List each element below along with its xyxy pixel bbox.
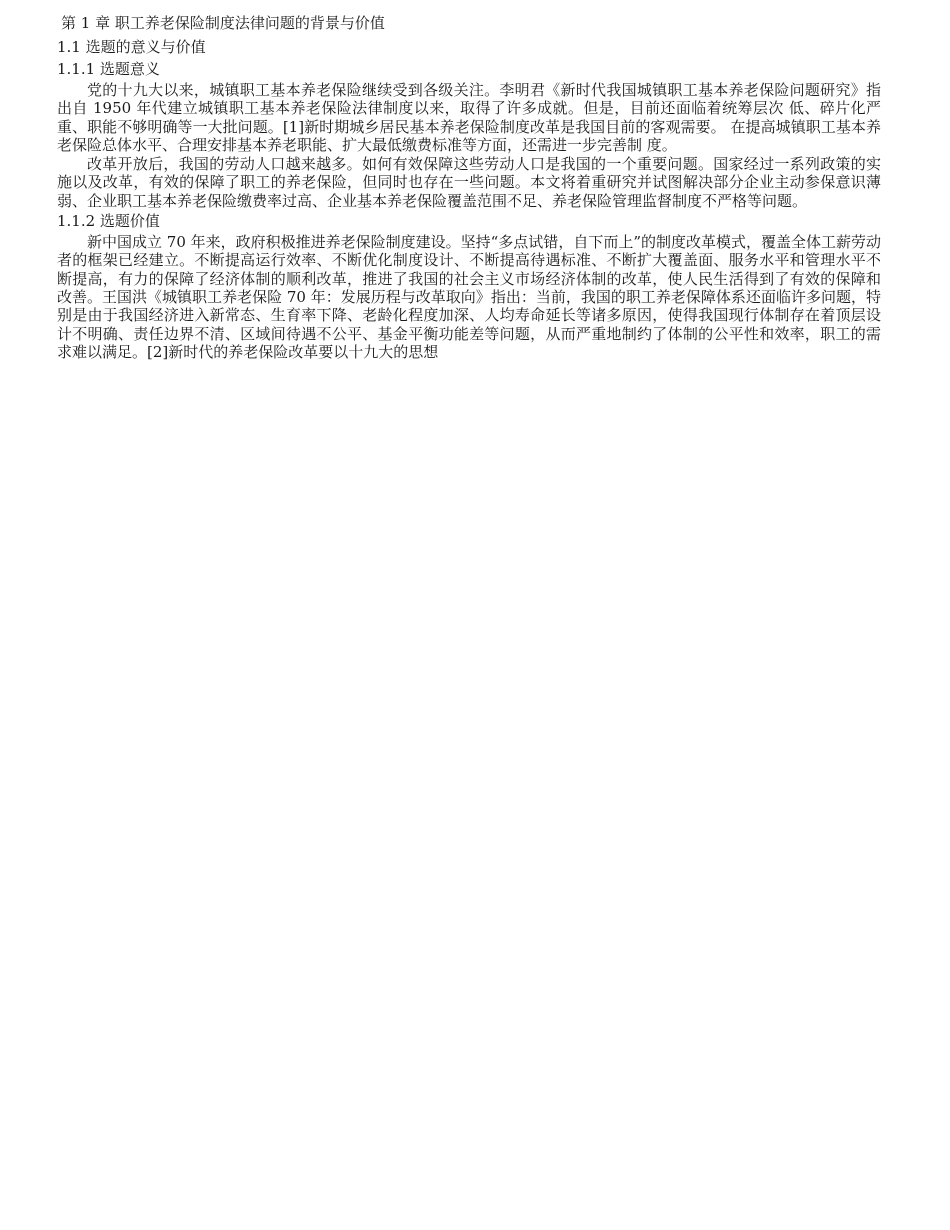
subsection-title-1-1-1: 1.1.1 选题意义 — [57, 60, 160, 78]
section-title-1-1: 1.1 选题的意义与价值 — [57, 38, 206, 56]
document-page — [57, 12, 881, 361]
subsection-title-1-1-2: 1.1.2 选题价值 — [57, 212, 160, 231]
paragraph-significance-1: 党的十九大以来，城镇职工基本养老保险继续受到各级关注。李明君《新时代我国城镇职工基本养老保险问题研究》指出自 1950 年代建立城镇职工基本养老保险法律制度以来，取得了许多成就。但是，目前还面临着统筹层次 低、碎片化严重、职能不够明确等一大批问题。[1]新时期城乡居民基本养老保险制度改革是我国目前的客观需要。 在提高城镇职工基本养老保险总体水平、合理安排基本养老职能、扩大最低缴费标准等方面，还需进一步完善制 度。 — [57, 81, 881, 154]
paragraph-significance-2: 改革开放后，我国的劳动人口越来越多。如何有效保障这些劳动人口是我国的一个重要问题。国家经过一系列政策的实施以及改革，有效的保障了职工的养老保险，但同时也存在一些问题。本文将着重研究并试图解决部分企业主动参保意识薄弱、企业职工基本养老保险缴费率过高、企业基本养老保险覆盖范围不足、养老保险管理监督制度不严格等问题。 — [57, 155, 881, 210]
paragraph-value-1: 新中国成立 70 年来，政府积极推进养老保险制度建设。坚持“多点试错，自下而上”的制度改革模式，覆盖全体工薪劳动者的框架已经建立。不断提高运行效率、不断优化制度设计、不断提高待遇标准、不断扩大覆盖面、服务水平和管理水平不断提高，有力的保障了经济体制的顺利改革，推进了我国的社会主义市场经济体制的改革，使人民生活得到了有效的保障和改善。王国洪《城镇职工养老保险 70 年：发展历程与改革取向》指出：当前，我国的职工养老保障体系还面临许多问题，特别是由于我国经济进入新常态、生育率下降、老龄化程度加深、人均寿命延长等诸多原因，使得我国现行体制存在着顶层设计不明确、责任边界不清、区域间待遇不公平、基金平衡功能差等问题，从而严重地制约了体制的公平性和效率，职工的需求难以满足。[2]新时代的养老保险改革要以十九大的思想 — [57, 233, 881, 361]
chapter-title: 第 1 章 职工养老保险制度法律问题的背景与价值 — [61, 14, 385, 32]
